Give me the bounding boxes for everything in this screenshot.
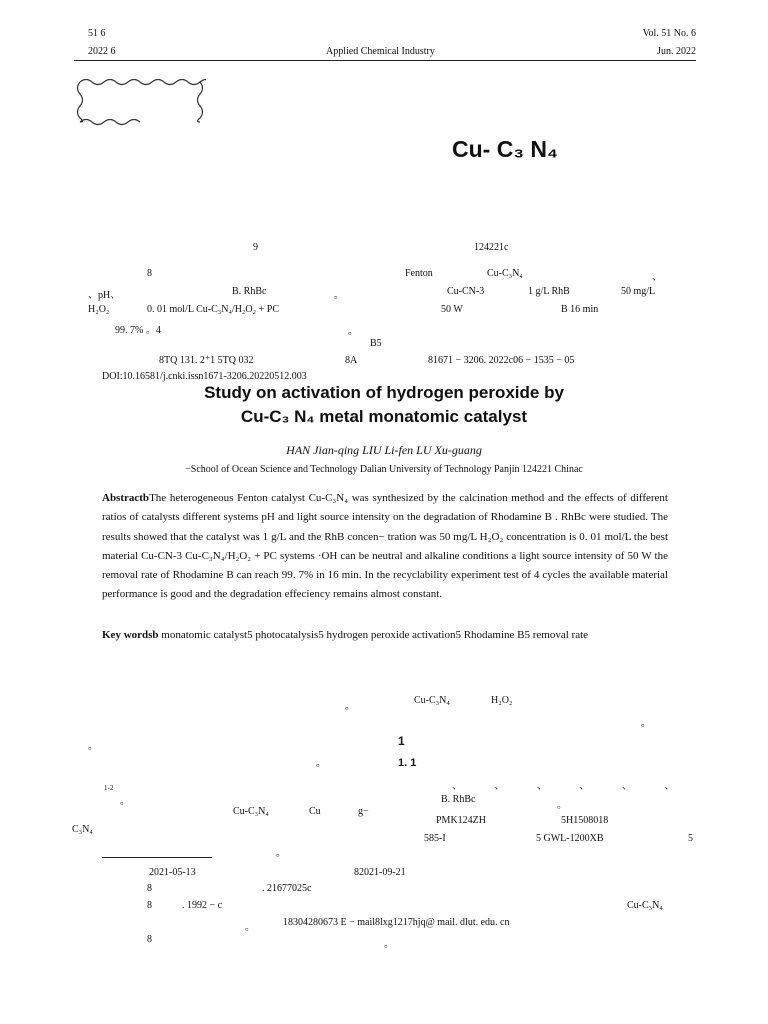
abstract-cn-fragment: B 16 min: [561, 304, 599, 315]
author-mark: 8: [147, 900, 152, 911]
body-fragment: 5: [688, 833, 693, 844]
header-volume-en: Vol. 51 No. 6: [642, 28, 696, 39]
title-en-line2: Cu-C₃ N₄ metal monatomic catalyst: [240, 407, 528, 426]
abstract-cn-fragment: 1 g/L RhB: [528, 286, 570, 297]
reference-mark: 1-2: [104, 784, 114, 792]
body-fragment: PMK124ZH: [436, 815, 487, 826]
body-fragment: C₃N₄: [72, 824, 93, 835]
fund-number: . 21677025c: [262, 883, 312, 894]
title-en-line1: Study on activation of hydrogen peroxide by: [204, 383, 564, 402]
abstract-cn-fragment: 50 W: [441, 304, 463, 315]
body-fragment: 。: [641, 718, 651, 729]
body-fragment: 。: [345, 701, 355, 712]
header-volume-cn: 51 6: [88, 28, 106, 39]
contact-info: 18304280673 E − mail8lxg1217hjq@ mail. dlut. edu. cn: [283, 917, 510, 928]
header-date-en: Jun. 2022: [657, 46, 696, 57]
body-fragment: 。: [557, 800, 567, 811]
keywords-en: [102, 626, 668, 666]
body-fragment: 。: [120, 796, 130, 807]
footnote-rule: [102, 857, 212, 858]
journal-name: Applied Chemical Industry: [326, 46, 435, 57]
affiliation-en: −School of Ocean Science and Technology Dalian University of Technology Panjin 124221 Chinac: [185, 464, 583, 475]
body-fragment: Cu-C₃N₄: [233, 806, 269, 817]
body-fragment: H₂O₂: [491, 695, 513, 706]
body-fragment: 585-I: [424, 833, 446, 844]
body-fragment: g−: [358, 806, 369, 817]
body-fragment: 5H1508018: [561, 815, 609, 826]
doi: DOI:10.16581/j.cnki.issn1671-3206.20220512.003: [102, 371, 307, 382]
keywords-label: Key wordsb: [102, 629, 159, 641]
section-heading-1-1: 1. 1: [398, 757, 417, 769]
abstract-cn-fragment: B. RhBc: [232, 286, 267, 297]
body-fragment: 。: [276, 848, 286, 859]
title-cn: Cu- C₃ N₄: [452, 136, 558, 162]
author-mark-cn: 9: [253, 242, 258, 253]
header-rule: [74, 60, 696, 61]
abstract-label: Abstractb: [102, 492, 150, 504]
authors-en: HAN Jian-qing LIU Li-fen LU Xu-guang: [286, 443, 482, 457]
document-code: 8A: [345, 355, 358, 366]
author-research: Cu-C₃N₄: [627, 900, 663, 911]
postcode-cn: 124221c: [474, 242, 509, 253]
abstract-cn-fragment: 。: [348, 326, 358, 337]
received-date: 2021-05-13: [149, 867, 196, 878]
abstract-cn-fragment: Fenton: [405, 268, 433, 279]
header-date-cn: 2022 6: [88, 46, 116, 57]
body-fragment: 5 GWL-1200XB: [536, 833, 604, 844]
body-fragment: Cu: [309, 806, 321, 817]
body-fragment: 。: [316, 758, 326, 769]
body-fragment: 。: [88, 741, 98, 752]
abstract-cn-fragment: 50 mg/L: [621, 286, 656, 297]
corresponding-end: 。: [384, 939, 394, 950]
ornament-frame-icon: [74, 76, 206, 128]
body-fragment: 、 、 、 、 、 、: [452, 781, 675, 792]
classification-number: 8TQ 131. 2⁺1 5TQ 032: [159, 355, 254, 366]
abstract-cn-fragment: 0. 01 mol/L Cu-C₃N₄/H₂O₂ + PC: [147, 304, 280, 315]
fund-mark: 8: [147, 883, 152, 894]
author-info: . 1992 − c: [182, 900, 223, 911]
keywords-text: monatomic catalyst5 photocatalysis5 hydrogen peroxide activation5 Rhodamine B5 removal rate: [161, 629, 589, 641]
body-fragment: Cu-C₃N₄: [414, 695, 450, 706]
abstract-cn-fragment: 。: [334, 290, 344, 301]
abstract-cn-fragment: Cu-C₃N₄: [487, 268, 523, 279]
revised-date: 82021-09-21: [354, 867, 406, 878]
abstract-cn-fragment: H₂O₂: [88, 304, 110, 315]
abstract-cn-fragment: 、: [652, 272, 662, 283]
article-id: 81671 − 3206. 2022c06 − 1535 − 05: [428, 355, 575, 366]
abstract-cn-fragment: 、pH、: [88, 290, 121, 301]
abstract-cn-fragment: 99. 7% 。4: [115, 325, 161, 336]
contact-mark: 。: [245, 922, 255, 933]
keywords-cn-end: B5: [370, 338, 382, 349]
abstract-en: [102, 489, 668, 621]
abstract-text: The heterogeneous Fenton catalyst Cu-C₃N₄ was synthesized by the calcination method and the effects of different ratios of catalysts different systems pH and light source intensity on the degradation of Rhodamine B . RhBc were studied. The results showed that the catalyst was 1 g/L and the RhB concen− tration was 50 mg/L H₂O₂ concentration is 0. 01 mol/L the best material Cu-CN-3 Cu-C₃N₄/H₂O₂ + PC systems ·OH can be neutral and alkaline conditions a light source intensity of 50 W the removal rate of Rhodamine B can reach 99. 7% in 16 min. In the recyclability experiment test of 4 cycles the available material performance is good and the degradation effeciency remains almost constant.: [102, 492, 668, 601]
body-fragment: B. RhBc: [441, 794, 476, 805]
corresponding-mark: 8: [147, 934, 152, 945]
abstract-cn-fragment: Cu-CN-3: [447, 286, 485, 297]
section-heading-1: 1: [398, 734, 405, 748]
abstract-cn-fragment: 8: [147, 268, 152, 279]
